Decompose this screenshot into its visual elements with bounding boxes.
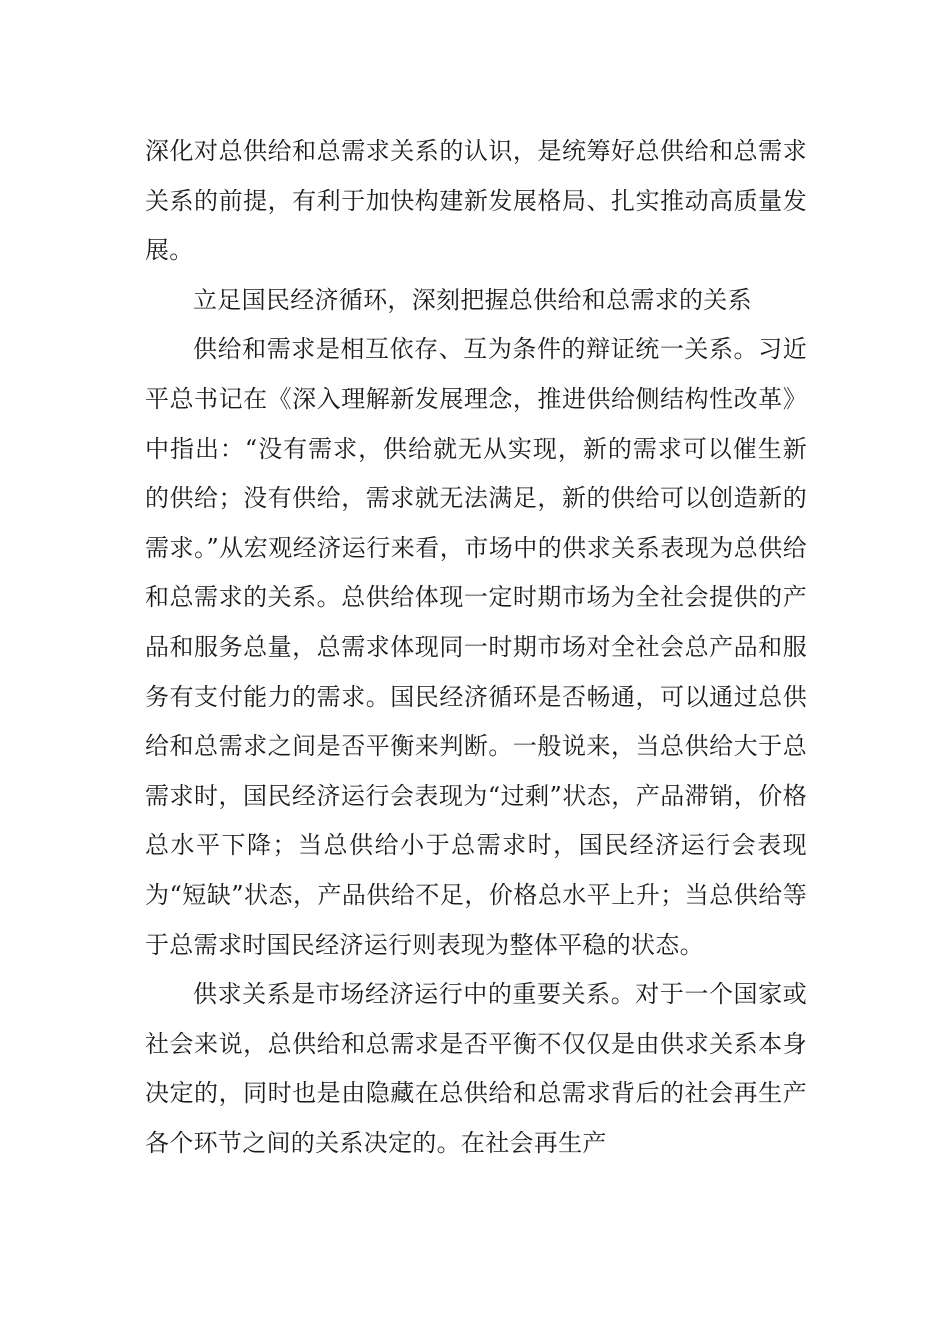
paragraph-supply-demand: 供给和需求是相互依存、互为条件的辩证统一关系。习近平总书记在《深入理解新发展理念，推进供给侧结构性改革》中指出：“没有需求，供给就无从实现，新的需求可以催生新的供给；没有供给，需求就无法满足，新的供给可以创造新的需求。”从宏观经济运行来看，市场中的供求关系表现为总供给和总需求的关系。总供给体现一定时期市场为全社会提供的产品和服务总量，总需求体现同一时期市场对全社会总产品和服务有支付能力的需求。国民经济循环是否畅通，可以通过总供给和总需求之间是否平衡来判断。一般说来，当总供给大于总需求时，国民经济运行会表现为“过剩”状态，产品滞销，价格总水平下降；当总供给小于总需求时，国民经济运行会表现为“短缺”状态，产品供给不足，价格总水平上升；当总供给等于总需求时国民经济运行则表现为整体平稳的状态。 [145, 335, 807, 959]
section-heading: 立足国民经济循环，深刻把握总供给和总需求的关系 [193, 285, 752, 314]
paragraph-market-relation: 供求关系是市场经济运行中的重要关系。对于一个国家或社会来说，总供给和总需求是否平衡不仅仅是由供求关系本身决定的，同时也是由隐藏在总供给和总需求背后的社会再生产各个环节之间的关系决定的。在社会再生产 [145, 980, 807, 1157]
body-text [145, 127, 807, 1168]
paragraph-intro: 深化对总供给和总需求关系的认识，是统筹好总供给和总需求关系的前提，有利于加快构建新发展格局、扎实推动高质量发展。 [145, 137, 807, 265]
